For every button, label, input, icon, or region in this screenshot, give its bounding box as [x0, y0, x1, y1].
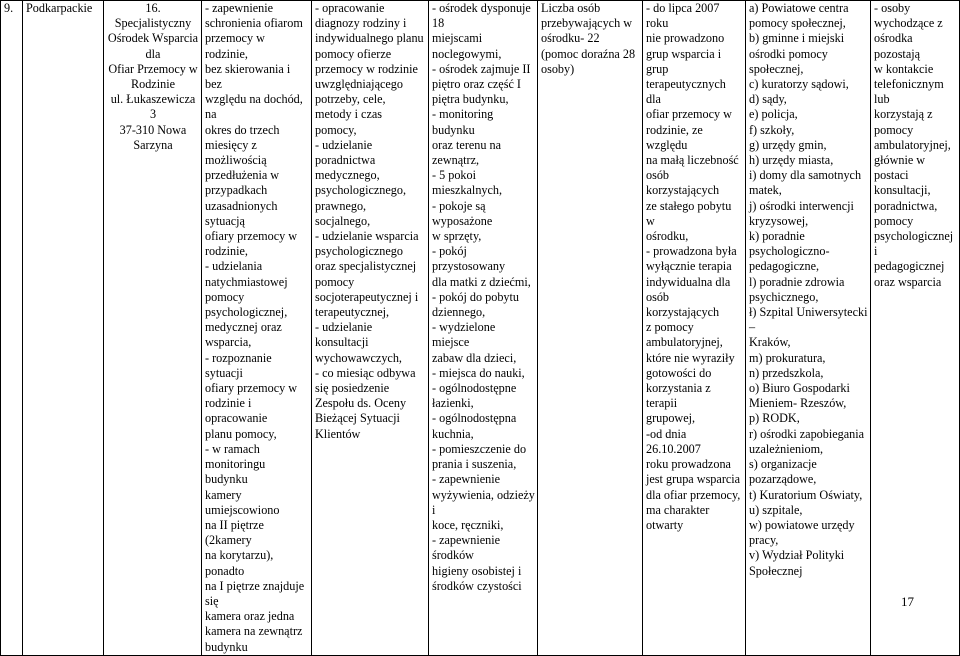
table-row — [1, 1, 960, 656]
cell-liczba-osob: Liczba osób przebywających w ośrodku- 22 (pomoc doraźna 28 osoby) — [538, 1, 643, 656]
cell-zakres-dzialan: - zapewnienie schronienia ofiarom przemocy w rodzinie, bez skierowania i bez względu na dochód, na okres do trzech miesięcy z możliwością przedłużenia w przypadkach uzasadnionych sytuacją ofiary przemocy w rodzinie, - udzielania natychmiastowej pomocy psychologicznej, medycznej oraz wsparcia, - rozpoznanie sytuacji ofiary przemocy w rodzinie i opracowanie planu pomocy, - w ramach monitoringu budynku kamery umiejscowiono na II piętrze (2kamery na korytarzu), ponadto na I piętrze znajduje się kamera oraz jedna kamera na zewnątrz budynku — [202, 1, 312, 656]
cell-adresaci: - osoby wychodzące z ośrodka pozostają w kontakcie telefonicznym lub korzystają z pomocy ambulatoryjnej, głównie w postaci konsultacji, poradnictwa, pomocy psychologicznej i pedagogicznej oraz wsparcia — [871, 1, 960, 656]
cell-warunki-lokalowe: - ośrodek dysponuje 18 miejscami noclegowymi, - ośrodek zajmuje II piętro oraz część I piętra budynku, - monitoring budynku oraz terenu na zewnątrz, - 5 pokoi mieszkalnych, - pokoje są wyposażone w sprzęty, - pokój przystosowany dla matki z dziećmi, - pokój do pobytu dziennego, - wydzielone miejsce zabaw dla dzieci, - miejsca do nauki, - ogólnodostępne łazienki, - ogólnodostępna kuchnia, - pomieszczenie do prania i suszenia, - zapewnienie wyżywienia, odzieży i koce, ręczniki, - zapewnienie środków higieny osobistej i środków czystości — [429, 1, 538, 656]
cell-formy-pomocy: - opracowanie diagnozy rodziny i indywidualnego planu pomocy ofierze przemocy w rodzinie uwzględniającego potrzeby, cele, metody i czas pomocy, - udzielanie poradnictwa medycznego, psychologicznego, prawnego, socjalnego, - udzielanie wsparcia psychologicznego oraz specjalistycznej pomocy socjoterapeutycznej i terapeutycznej, - udzielanie konsultacji wychowawczych, - co miesiąc odbywa się posiedzenie Zespołu ds. Oceny Bieżącej Sytuacji Klientów — [312, 1, 429, 656]
cell-wojewodztwo: Podkarpackie — [23, 1, 104, 656]
cell-uwagi: - do lipca 2007 roku nie prowadzono grup wsparcia i grup terapeutycznych dla ofiar przemocy w rodzinie, ze względu na małą liczebność osób korzystających ze stałego pobytu w ośrodku, - prowadzona była wyłącznie terapia indywidualna dla osób korzystających z pomocy ambulatoryjnej, które nie wyraziły gotowości do korzystania z terapii grupowej, -od dnia 26.10.2007 roku prowadzona jest grupa wsparcia dla ofiar przemocy, ma charakter otwarty — [643, 1, 746, 656]
page-number: 17 — [901, 594, 914, 609]
cell-wspolpraca: a) Powiatowe centra pomocy społecznej, b) gminne i miejski ośrodki pomocy społecznej, c) kuratorzy sądowi, d) sądy, e) policja, f) szkoły, g) urzędy gmin, h) urzędy miasta, i) domy dla samotnych matek, j) ośrodki interwencji kryzysowej, k) poradnie psychologiczno- pedagogiczne, l) poradnie zdrowia psychicznego, ł) Szpital Uniwersytecki – Kraków, m) prokuratura, n) przedszkola, o) Biuro Gospodarki Mieniem- Rzeszów, p) RODK, r) ośrodki zapobiegania uzależnieniom, s) organizacje pozarządowe, t) Kuratorium Oświaty, u) szpitale, w) powiatowe urzędy pracy, v) Wydział Polityki Społecznej — [746, 1, 871, 656]
cell-lp: 9. — [1, 1, 23, 656]
cell-nazwa-adres: 16. Specjalistyczny Ośrodek Wsparcia dla Ofiar Przemocy w Rodzinie ul. Łukaszewicza 3 37-310 Nowa Sarzyna — [104, 1, 202, 656]
